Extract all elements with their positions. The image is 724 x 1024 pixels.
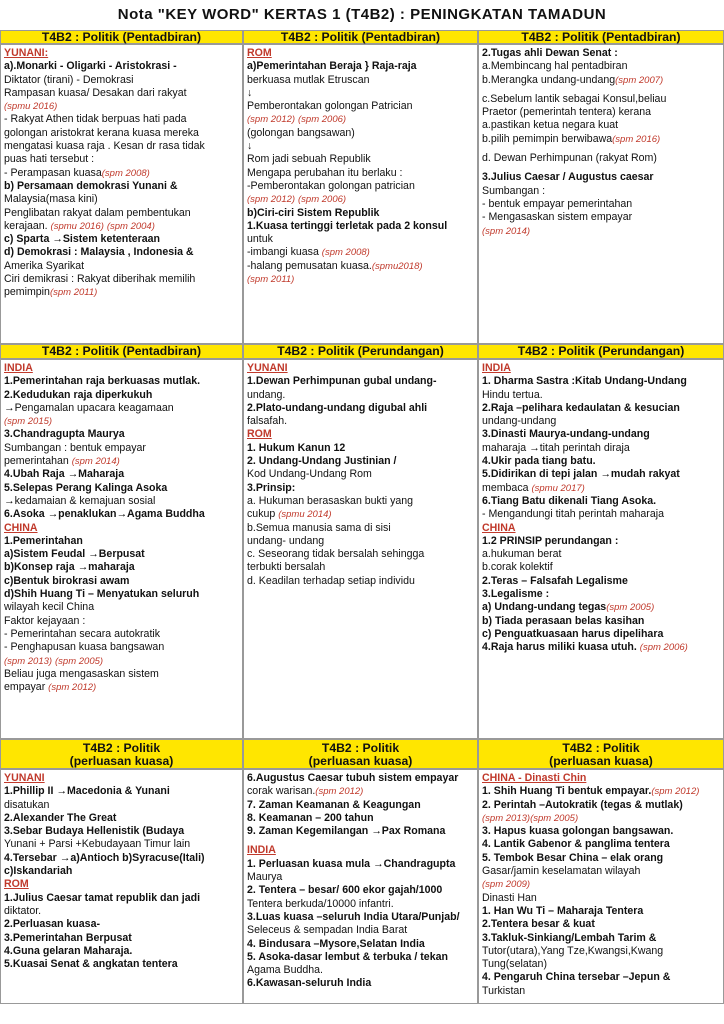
note-line: c)Bentuk birokrasi awam xyxy=(4,574,130,587)
note-line: 3.Julius Caesar / Augustus caesar xyxy=(482,171,654,184)
note-line: terbukti bersalah xyxy=(247,561,326,574)
note-line: empayar (spm 2012) xyxy=(4,681,97,694)
note-line: 1. Dharma Sastra :Kitab Undang-Undang xyxy=(482,375,687,388)
note-line: 2.Perluasan kuasa- xyxy=(4,918,100,931)
cell-yunani-rom-perluasan xyxy=(0,769,243,1004)
note-line: CHINA xyxy=(4,521,38,534)
note-line: d. Dewan Perhimpunan (rakyat Rom) xyxy=(482,152,657,165)
note-line: 4. Pengaruh China tersebar –Jepun & xyxy=(482,971,671,984)
note-line: 8. Keamanan – 200 tahun xyxy=(247,811,374,824)
note-line: 6.Tiang Batu dikenali Tiang Asoka. xyxy=(482,494,657,507)
note-line: 5. Tembok Besar China – elak orang xyxy=(482,851,664,864)
note-line: 5.Didirikan di tepi jalan →mudah rakyat xyxy=(482,468,680,481)
note-line: undang- undang xyxy=(247,534,325,547)
note-line: 6.Asoka →penaklukan→Agama Buddha xyxy=(4,508,205,521)
note-line: ROM xyxy=(247,47,272,59)
header-cell: T4B2 : Politik (Pentadbiran) xyxy=(243,30,478,44)
content-row-2 xyxy=(0,359,724,739)
note-line: Praetor (pemerintah tentera) kerana xyxy=(482,106,651,119)
note-line: d. Keadilan terhadap setiap individu xyxy=(247,574,415,587)
note-line: Amerika Syarikat xyxy=(4,259,85,272)
note-line: (spm 2012) (spm 2006) xyxy=(247,114,347,126)
note-line: 1. Shih Huang Ti bentuk empayar.(spm 2012) xyxy=(482,785,700,798)
note-line: 1.Phillip II →Macedonia & Yunani xyxy=(4,785,170,798)
note-line: 4.Raja harus miliki kuasa utuh. (spm 2006) xyxy=(482,641,688,654)
note-line: c) Penguatkuasaan harus dipelihara xyxy=(482,627,664,640)
note-line: - Mengasaskan sistem empayar xyxy=(482,211,633,224)
note-line: Sumbangan : bentuk empayar xyxy=(4,441,146,454)
note-line: 1.2 PRINSIP perundangan : xyxy=(482,534,619,547)
note-line: falsafah. xyxy=(247,415,288,428)
note-line: kerajaan. (spmu 2016) (spm 2004) xyxy=(4,219,155,232)
note-line: undang-undang xyxy=(482,415,557,428)
note-line: a)Pemerintahan Beraja } Raja-raja xyxy=(247,60,417,73)
note-line: c.Sebelum lantik sebagai Konsul,beliau xyxy=(482,92,667,105)
note-line: a.Membincang hal pentadbiran xyxy=(482,60,628,73)
note-line: 3.Dinasti Maurya-undang-undang xyxy=(482,428,650,441)
note-line: maharaja →titah perintah diraja xyxy=(482,441,630,454)
header-row-3 xyxy=(0,739,724,769)
note-line: 3.Prinsip: xyxy=(247,481,296,494)
note-line: ROM xyxy=(4,878,29,891)
note-line: a).Monarki - Oligarki - Aristokrasi - xyxy=(4,60,177,73)
note-line: 1. Perluasan kuasa mula →Chandragupta xyxy=(247,857,456,870)
note-line: Tentera berkuda/10000 infantri. xyxy=(247,897,394,910)
note-line: d) Demokrasi : Malaysia , Indonesia & xyxy=(4,246,194,259)
note-line: Faktor kejayaan : xyxy=(4,614,86,627)
note-line: 5.Selepas Perang Kalinga Asoka xyxy=(4,481,168,494)
note-line: 7. Zaman Keamanan & Keagungan xyxy=(247,798,421,811)
note-line: ↓ xyxy=(247,86,253,99)
note-line: (golongan bangsawan) xyxy=(247,126,355,139)
note-line: YUNANI xyxy=(4,772,45,784)
header-cell: T4B2 : Politik (Pentadbiran) xyxy=(0,344,243,359)
note-line: - Pemerintahan secara autokratik xyxy=(4,627,161,640)
note-line: b) Persamaan demokrasi Yunani & xyxy=(4,179,178,192)
note-line: YUNANI xyxy=(247,362,288,374)
note-line: - Rakyat Athen tidak berpuas hati pada xyxy=(4,113,187,126)
note-line: 6.Kawasan-seluruh India xyxy=(247,977,372,990)
note-line: CHINA xyxy=(482,521,516,534)
note-line: corak warisan.(spm 2012) xyxy=(247,785,364,798)
note-line: 2.Raja –pelihara kedaulatan & kesucian xyxy=(482,401,680,414)
note-line: Pemberontakan golongan Patrician xyxy=(247,100,413,113)
header-cell: T4B2 : Politik (Perundangan) xyxy=(243,344,478,359)
note-line: c. Seseorang tidak bersalah sehingga xyxy=(247,548,425,561)
note-line: 5. Asoka-dasar lembut & terbuka / tekan xyxy=(247,950,448,963)
note-line: 3.Takluk-Sinkiang/Lembah Tarim & xyxy=(482,931,657,944)
note-line: cukup (spmu 2014) xyxy=(247,508,332,521)
note-line: c)Iskandariah xyxy=(4,865,73,878)
note-line: Rom jadi sebuah Republik xyxy=(247,153,371,166)
note-line: Mengapa perubahan itu berlaku : xyxy=(247,166,403,179)
note-line: (spm 2014) xyxy=(482,225,531,237)
note-line: INDIA xyxy=(4,362,33,374)
note-line: 4.Guna gelaran Maharaja. xyxy=(4,944,133,957)
note-line: b)Konsep raja →maharaja xyxy=(4,561,135,574)
note-line: 2.Tentera besar & kuat xyxy=(482,918,595,931)
note-line: Penglibatan rakyat dalam pembentukan xyxy=(4,206,191,219)
note-line: disatukan xyxy=(4,798,50,811)
note-line: untuk xyxy=(247,233,273,246)
content-row-3 xyxy=(0,769,724,1004)
note-line: Rampasan kuasa/ Desakan dari rakyat xyxy=(4,86,187,99)
note-line: golongan aristokrat kerana kuasa mereka xyxy=(4,126,199,139)
note-line: 4. Bindusara –Mysore,Selatan India xyxy=(247,937,425,950)
note-line: -halang pemusatan kuasa.(spmu2018) xyxy=(247,259,423,272)
note-line: Maurya xyxy=(247,871,283,884)
note-line: 1.Julius Caesar tamat republik dan jadi xyxy=(4,891,201,904)
note-line: 4.Ukir pada tiang batu. xyxy=(482,455,596,468)
note-line: 2. Tentera – besar/ 600 ekor gajah/1000 xyxy=(247,884,443,897)
note-line: Agama Buddha. xyxy=(247,964,323,977)
note-line: INDIA xyxy=(247,844,276,857)
note-line: 3.Luas kuasa –seluruh India Utara/Punjab/ xyxy=(247,910,460,923)
note-line: a) Undang-undang tegas(spm 2005) xyxy=(482,601,655,614)
note-line: - Perampasan kuasa(spm 2008) xyxy=(4,166,150,179)
note-line: b.corak kolektif xyxy=(482,561,553,574)
note-line: 2.Alexander The Great xyxy=(4,811,117,824)
note-line: 2.Plato-undang-undang digubal ahli xyxy=(247,401,428,414)
note-line: (spm 2015) xyxy=(4,416,53,428)
note-line: mengatasi kuasa raja . Kesan dr rasa tidak xyxy=(4,140,205,153)
note-line: 1. Hukum Kanun 12 xyxy=(247,441,346,454)
note-line: 3.Chandragupta Maurya xyxy=(4,428,125,441)
note-line: 3.Legalisme : xyxy=(482,588,550,601)
note-line: ↓ xyxy=(247,140,253,153)
note-line: c) Sparta →Sistem ketenteraan xyxy=(4,233,161,246)
note-line: pemimpin(spm 2011) xyxy=(4,286,98,299)
note-line: 2.Kedudukan raja diperkukuh xyxy=(4,388,153,401)
note-line: 1.Dewan Perhimpunan gubal undang- xyxy=(247,375,437,388)
note-line: (spm 2011) xyxy=(247,274,295,286)
header-cell: T4B2 : Politik (perluasan kuasa) xyxy=(478,739,724,769)
content-row-1 xyxy=(0,44,724,344)
header-cell: T4B2 : Politik (Pentadbiran) xyxy=(0,30,243,44)
note-line: 2.Teras – Falsafah Legalisme xyxy=(482,574,628,587)
note-line: b) Tiada perasaan belas kasihan xyxy=(482,614,645,627)
note-line: (spm 2012) (spm 2006) xyxy=(247,194,347,206)
note-line: Tutor(utara),Yang Tze,Kwangsi,Kwang xyxy=(482,944,664,957)
note-line: a)Sistem Feudal →Berpusat xyxy=(4,548,145,561)
note-line: membaca (spmu 2017) xyxy=(482,481,585,494)
cell-rom-pentadbiran xyxy=(243,44,478,344)
note-line: 2.Tugas ahli Dewan Senat : xyxy=(482,47,618,59)
cell-senat-pentadbiran xyxy=(478,44,724,344)
note-line: undang. xyxy=(247,388,286,401)
note-line: (spm 2013)(spm 2005) xyxy=(482,812,579,824)
note-line: Sumbangan : xyxy=(482,184,546,197)
note-line: a.hukuman berat xyxy=(482,548,562,561)
note-line: -imbangi kuasa (spm 2008) xyxy=(247,246,370,259)
cell-yunani-rom-perundangan xyxy=(243,359,478,739)
note-line: 1.Kuasa tertinggi terletak pada 2 konsul xyxy=(247,219,448,232)
header-cell: T4B2 : Politik (Perundangan) xyxy=(478,344,724,359)
note-line: b.pilih pemimpin berwibawa(spm 2016) xyxy=(482,132,661,145)
cell-rom-india-perluasan xyxy=(243,769,478,1004)
note-line: a. Hukuman berasaskan bukti yang xyxy=(247,494,414,507)
note-line: Diktator (tirani) - Demokrasi xyxy=(4,73,134,86)
note-line: b)Ciri-ciri Sistem Republik xyxy=(247,206,380,219)
note-line: - bentuk empayar pemerintahan xyxy=(482,197,633,210)
page-title: Nota "KEY WORD" KERTAS 1 (T4B2) : PENINGKATAN TAMADUN xyxy=(117,6,607,23)
note-line: 2. Perintah –Autokratik (tegas & mutlak) xyxy=(482,798,683,811)
note-line: berkuasa mutlak Etruscan xyxy=(247,73,370,86)
note-line: 9. Zaman Kegemilangan →Pax Romana xyxy=(247,825,446,838)
note-line: 6.Augustus Caesar tubuh sistem empayar xyxy=(247,772,459,784)
note-line: (spmu 2016) xyxy=(4,101,58,113)
header-row-1 xyxy=(0,30,724,44)
header-cell: T4B2 : Politik (perluasan kuasa) xyxy=(243,739,478,769)
note-line: b.Semua manusia sama di sisi xyxy=(247,521,391,534)
note-line: 3.Pemerintahan Berpusat xyxy=(4,931,132,944)
note-line: Beliau juga mengasaskan sistem xyxy=(4,667,159,680)
note-line: 4. Lantik Gabenor & panglima tentera xyxy=(482,838,670,851)
note-line: 1.Pemerintahan xyxy=(4,534,83,547)
note-line: 1. Han Wu Ti – Maharaja Tentera xyxy=(482,904,644,917)
note-line: (spm 2013) (spm 2005) xyxy=(4,655,104,667)
note-line: Ciri demikrasi : Rakyat diberihak memilih xyxy=(4,273,196,286)
note-line: -Pemberontakan golongan patrician xyxy=(247,179,415,192)
note-line: - Mengandungi titah perintah maharaja xyxy=(482,508,664,521)
note-line: Tung(selatan) xyxy=(482,958,547,971)
cell-india-china-pentadbiran xyxy=(0,359,243,739)
note-line: b.Merangka undang-undang(spm 2007) xyxy=(482,73,664,86)
note-line: diktator. xyxy=(4,904,42,917)
note-line: puas hati tersebut : xyxy=(4,153,95,166)
note-line: Kod Undang-Undang Rom xyxy=(247,468,372,481)
note-line: INDIA xyxy=(482,362,511,374)
note-line: →kedamaian & kemajuan sosial xyxy=(4,494,156,507)
note-line: Dinasti Han xyxy=(482,891,537,904)
note-line: wilayah kecil China xyxy=(4,601,95,614)
note-line: Turkistan xyxy=(482,984,526,997)
note-line: ROM xyxy=(247,428,272,441)
cell-china-perluasan xyxy=(478,769,724,1004)
header-cell: T4B2 : Politik (perluasan kuasa) xyxy=(0,739,243,769)
note-line: (spm 2009) xyxy=(482,879,531,891)
note-line: d)Shih Huang Ti – Menyatukan seluruh xyxy=(4,588,200,601)
note-line: Hindu tertua. xyxy=(482,388,543,401)
note-line: Gasar/jamin keselamatan wilayah xyxy=(482,865,641,878)
note-line: 3.Sebar Budaya Hellenistik (Budaya xyxy=(4,825,185,838)
note-line: →Pengamalan upacara keagamaan xyxy=(4,401,174,414)
note-line: 4.Ubah Raja →Maharaja xyxy=(4,468,125,481)
note-line: CHINA - Dinasti Chin xyxy=(482,772,587,784)
note-line: - Penghapusan kuasa bangsawan xyxy=(4,641,165,654)
note-line: YUNANI: xyxy=(4,47,49,59)
note-line: a.pastikan ketua negara kuat xyxy=(482,119,619,132)
note-line: Yunani + Parsi +Kebudayaan Timur lain xyxy=(4,838,191,851)
note-line: 5.Kuasai Senat & angkatan tentera xyxy=(4,958,178,971)
header-row-2 xyxy=(0,344,724,359)
note-line: 1.Pemerintahan raja berkuasas mutlak. xyxy=(4,375,201,388)
note-line: Malaysia(masa kini) xyxy=(4,193,98,206)
cell-india-china-perundangan xyxy=(478,359,724,739)
header-cell: T4B2 : Politik (Pentadbiran) xyxy=(478,30,724,44)
note-line: pemerintahan (spm 2014) xyxy=(4,455,120,468)
cell-yunani-pentadbiran xyxy=(0,44,243,344)
note-line: Seleceus & sempadan India Barat xyxy=(247,924,408,937)
note-line: 2. Undang-Undang Justinian / xyxy=(247,455,397,468)
note-line: 4.Tersebar →a)Antioch b)Syracuse(Itali) xyxy=(4,851,205,864)
note-line: 3. Hapus kuasa golongan bangsawan. xyxy=(482,825,674,838)
